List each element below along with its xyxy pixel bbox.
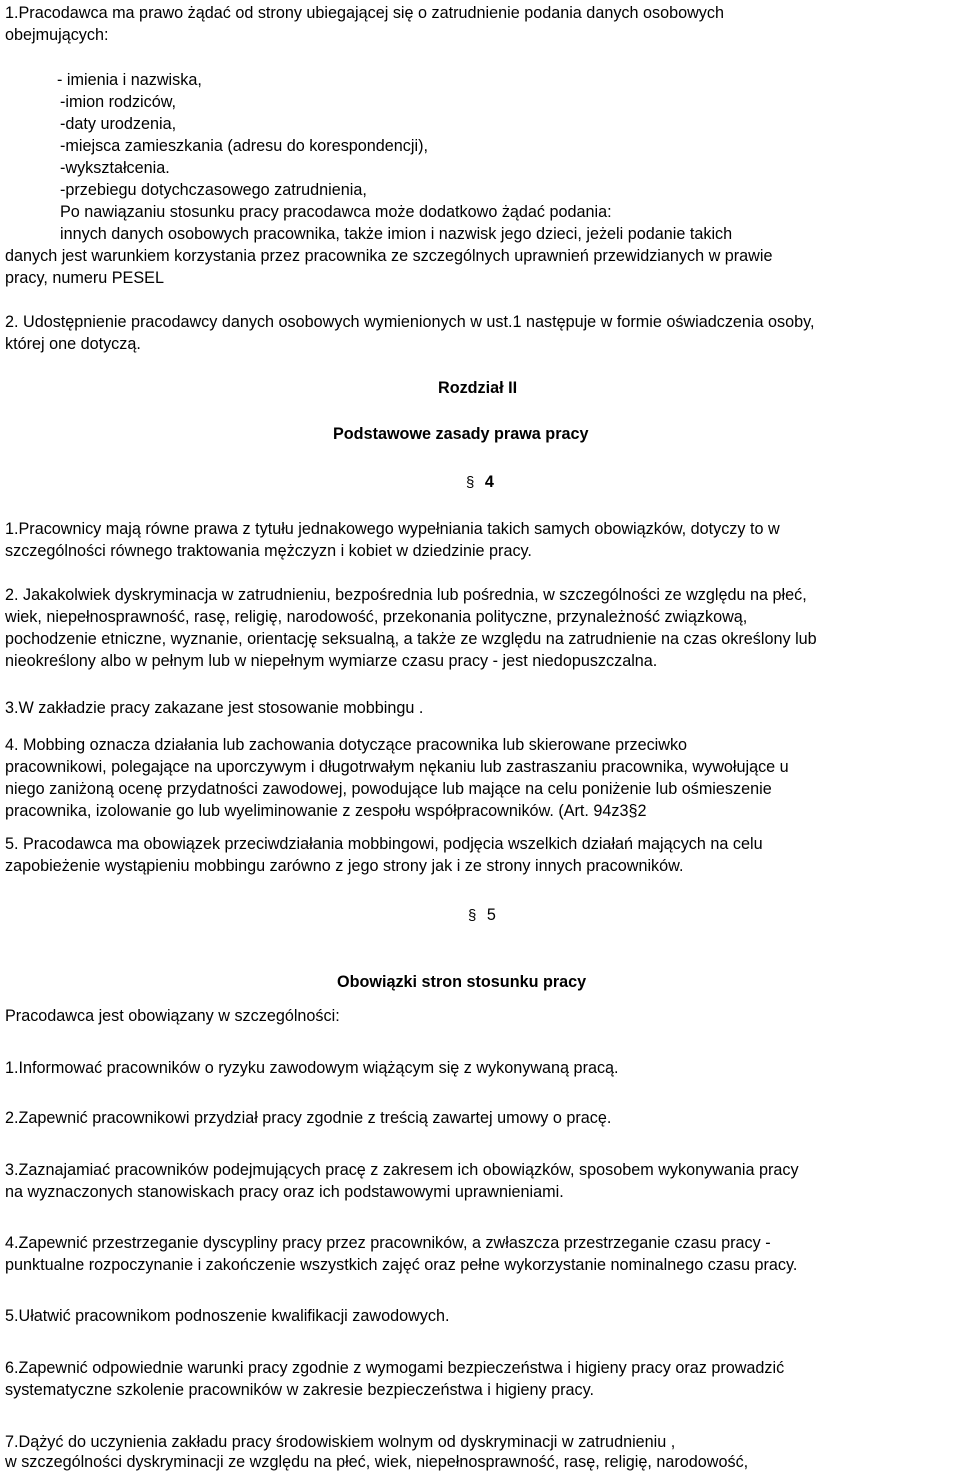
para-1-line-1: 1.Pracodawca ma prawo żądać od strony ubiegającej się o zatrudnienie podania danych osobowych [5,4,724,22]
s4-para-2-line-1: 2. Jakakolwiek dyskryminacja w zatrudnieniu, bezpośrednia lub pośrednia, w szczególności ze względu na płeć, [5,586,807,604]
section-sign: § [466,474,475,491]
s5-item-7-line-1: 7.Dążyć do uczynienia zakładu pracy środowiskiem wolnym od dyskryminacji w zatrudnieniu , [5,1433,676,1451]
list-item-name: - imienia i nazwiska, [57,71,202,89]
s5-item-7-line-2: w szczególności dyskryminacji ze względu na płeć, wiek, niepełnosprawność, rasę, religię, narodowość, [5,1453,749,1471]
s4-para-5-line-1: 5. Pracodawca ma obowiązek przeciwdziałania mobbingowi, podjęcia wszelkich działań mających na celu [5,835,763,853]
para-1-line-2: obejmujących: [5,26,109,44]
s5-item-2: 2.Zapewnić pracownikowi przydział pracy zgodnie z treścią zawartej umowy o pracę. [5,1109,612,1127]
section-number: 4 [484,473,494,491]
s4-para-1-line-1: 1.Pracownicy mają równe prawa z tytułu jednakowego wypełniania takich samych obowiązków, dotyczy to w [5,520,780,538]
para-2-line-2: której one dotyczą. [5,335,141,353]
section-5-title: Obowiązki stron stosunku pracy [337,973,587,991]
s5-item-3-line-1: 3.Zaznajamiać pracowników podejmujących pracę z zakresem ich obowiązków, sposobem wykonywania pracy [5,1161,799,1179]
section-4-heading [466,472,494,493]
list-item-education: -wykształcenia. [60,159,170,177]
s5-item-6-line-1: 6.Zapewnić odpowiednie warunki pracy zgodnie z wymogami bezpieczeństwa i higieny pracy oraz prowadzić [5,1359,785,1377]
s4-para-2-line-2: wiek, niepełnosprawność, rasę, religię, narodowość, przekonania polityczne, przynależność związkową, [5,608,748,626]
list-item-employment: -przebiegu dotychczasowego zatrudnienia, [60,181,367,199]
s5-item-4-line-2: punktualne rozpoczynanie i zakończenie wszystkich zajęć oraz pełne wykorzystanie nominalnego czasu pracy. [5,1256,798,1274]
list-item-address: -miejsca zamieszkania (adresu do korespondencji), [60,137,428,155]
s4-para-4-line-1: 4. Mobbing oznacza działania lub zachowania dotyczące pracownika lub skierowane przeciwko [5,736,688,754]
s5-intro: Pracodawca jest obowiązany w szczególności: [5,1007,340,1025]
list-item-parents: -imion rodziców, [60,93,177,111]
s5-item-1: 1.Informować pracowników o ryzyku zawodowym wiążącym się z wykonywaną pracą. [5,1059,619,1077]
s4-para-3: 3.W zakładzie pracy zakazane jest stosowanie mobbingu . [5,699,424,717]
s5-item-3-line-2: na wyznaczonych stanowiskach pracy oraz ich podstawowymi uprawnieniami. [5,1183,564,1201]
section-5-heading [468,905,496,926]
section-sign: § [468,907,477,924]
s4-para-4-line-3: niego zaniżoną ocenę przydatności zawodowej, powodujące lub mające na celu poniżenie lub ośmieszenie [5,780,772,798]
s4-para-4-line-2: pracownikowi, polegające na uporczywym i długotrwałym nękaniu lub zastraszaniu pracownika, wywołujące u [5,758,789,776]
chapter-title: Podstawowe zasady prawa pracy [333,425,589,443]
s4-para-4-line-4: pracownika, izolowanie go lub wyeliminowanie z zespołu współpracowników. (Art. 94z3§2 [5,802,647,820]
s4-para-1-line-2: szczególności równego traktowania mężczyzn i kobiet w dziedzinie pracy. [5,542,532,560]
para-additional-line-2: innych danych osobowych pracownika, także imion i nazwisk jego dzieci, jeżeli podanie takich [60,225,733,243]
para-additional-line-4: pracy, numeru PESEL [5,269,164,287]
para-additional-line-1: Po nawiązaniu stosunku pracy pracodawca może dodatkowo żądać podania: [60,203,612,221]
chapter-heading: Rozdział II [438,379,518,397]
s4-para-5-line-2: zapobieżenie wystąpieniu mobbingu zarówno z jego strony jak i ze strony innych pracowników. [5,857,684,875]
list-item-birthdate: -daty urodzenia, [60,115,177,133]
para-2-line-1: 2. Udostępnienie pracodawcy danych osobowych wymienionych w ust.1 następuje w formie oświadczenia osoby, [5,313,815,331]
para-additional-line-3: danych jest warunkiem korzystania przez pracownika ze szczególnych uprawnień przewidzianych w prawie [5,247,773,265]
s5-item-4-line-1: 4.Zapewnić przestrzeganie dyscypliny pracy przez pracowników, a zwłaszcza przestrzeganie czasu pracy - [5,1234,771,1252]
s4-para-2-line-3: pochodzenie etniczne, wyznanie, orientację seksualną, a także ze względu na zatrudnienie na czas określony lub [5,630,817,648]
s4-para-2-line-4: nieokreślony albo w pełnym lub w niepełnym wymiarze czasu pracy - jest niedopuszczalna. [5,652,658,670]
s5-item-6-line-2: systematyczne szkolenie pracowników w zakresie bezpieczeństwa i higieny pracy. [5,1381,595,1399]
s5-item-5: 5.Ułatwić pracownikom podnoszenie kwalifikacji zawodowych. [5,1307,450,1325]
section-number: 5 [486,906,496,924]
